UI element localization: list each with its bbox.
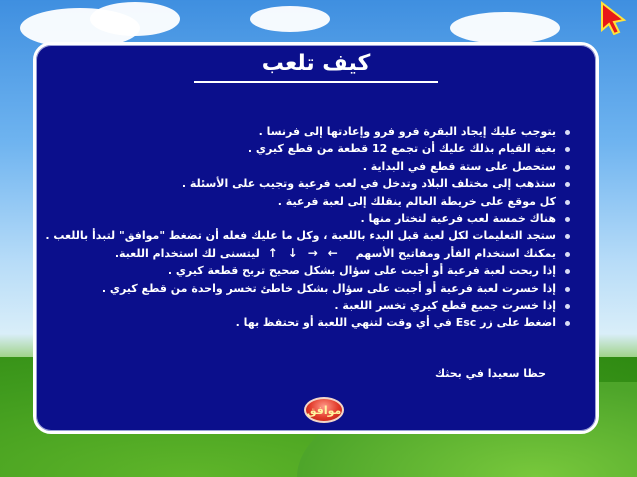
rule-item: يتوجب عليك إيجاد البقرة فرو فرو وإعادتها إلى فرنسا . [50, 123, 570, 140]
rule-controls-end: ليتسنى لك استخدام اللعبة. [114, 246, 260, 260]
rule-item: بغية القيام بذلك عليك أن تجمع 12 قطعة من قطع كيري . [50, 140, 570, 157]
rule-item: إذا ربحت لعبة فرعية أو أجبت على سؤال بشكل صحيح تربح قطعة كيري . [50, 262, 570, 279]
good-luck-text: حظا سعيدا في بحثك [434, 367, 546, 380]
cloud [450, 12, 560, 44]
rule-item: كل موقع على خريطة العالم ينقلك إلى لعبة فرعية . [50, 193, 570, 210]
rules-list [45, 123, 570, 332]
ok-button[interactable]: موافق [304, 397, 344, 423]
arrow-keys-icon: ↑↓→← [267, 245, 348, 260]
rule-item: اضغط على زر Esc في أي وقت لتنهي اللعبة أو تحتفظ بها . [50, 314, 570, 331]
rule-item: إذا خسرت جميع قطع كيري تخسر اللعبة . [50, 297, 570, 314]
cloud [90, 2, 180, 36]
cloud [250, 6, 330, 32]
rule-item-controls [50, 245, 570, 262]
rule-item: ستحصل على ستة قطع في البداية . [50, 158, 570, 175]
rule-item: ستجد التعليمات لكل لعبة قبل البدء باللعبة ، وكل ما عليك فعله أن تضغط "موافق" لتبدأ باللعب . [50, 227, 570, 244]
rule-item: إذا خسرت لعبة فرعية أو أجبت على سؤال بشكل خاطئ تخسر واحدة من قطع كيري . [50, 280, 570, 297]
rule-controls-start: يمكنك استخدام الفأر ومفاتيح الأسهم [355, 246, 556, 260]
how-to-play-dialog [33, 42, 599, 434]
pointer-icon[interactable] [599, 1, 627, 35]
rule-item: ستذهب إلى مختلف البلاد وتدخل في لعب فرعية وتجيب على الأسئلة . [50, 175, 570, 192]
title-underline [194, 81, 438, 83]
rule-item: هناك خمسة لعب فرعية لتختار منها . [50, 210, 570, 227]
dialog-title: كيف تلعب [261, 51, 371, 76]
